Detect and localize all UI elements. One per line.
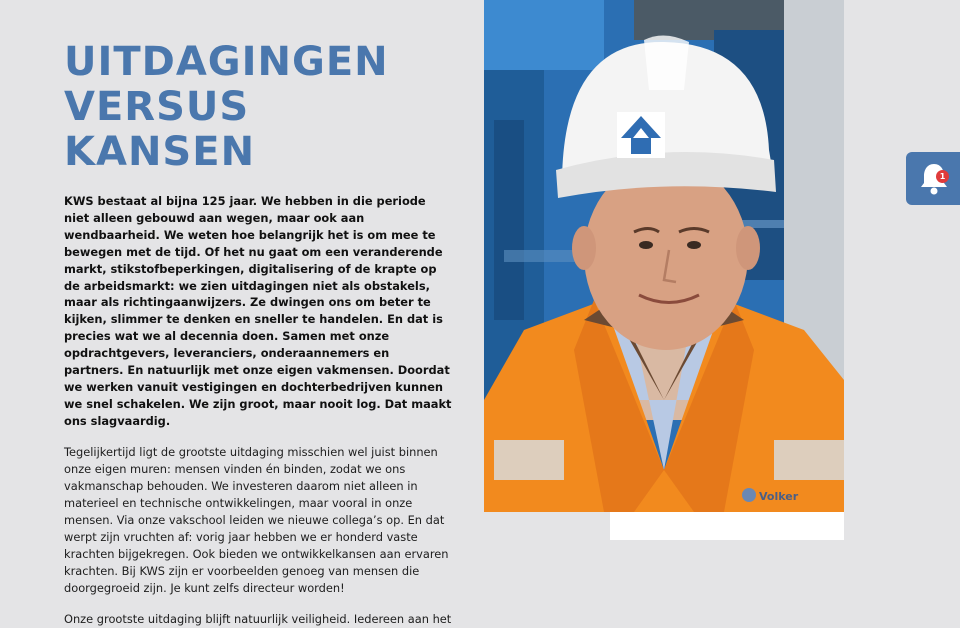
body-paragraph-cut: Onze grootste uitdaging blijft natuurlijk veiligheid. Iedereen aan het [64,611,452,626]
photo-caption-box [610,512,844,540]
portrait-illustration [484,0,844,512]
portrait-photo [484,0,844,512]
notification-badge: 1 [936,170,949,183]
page-title-line-2: VERSUS KANSEN [64,84,256,175]
lead-paragraph: KWS bestaat al bijna 125 jaar. We hebben in die periode niet alleen gebouwd aan wegen, maar ook aan wendbaarheid. We weten hoe belangrijk het is om mee te bewegen met de tijd. Of het nu gaat om een veranderende markt, stikstofbeperkingen, digitalisering of de krapte op de arbeidsmarkt: we zien uitdagingen niet als obstakels, maar als richtingaanwijzers. Ze dwingen ons om beter te kijken, slimmer te denken en sneller te handelen. En dat is precies wat we al decennia doen. Samen met onze opdrachtgevers, leveranciers, onderaannemers en partners. En natuurlijk met onze eigen vakmensen. Doordat we werken vanuit vestigingen en dochterbedrijven kunnen we snel schakelen. We zijn groot, maar nooit log. Dat maakt ons slagvaardig. [64,194,452,428]
notification-button[interactable] [906,152,960,205]
body-paragraph: Tegelijkertijd ligt de grootste uitdaging misschien wel juist binnen onze eigen muren: mensen vinden én binden, zodat we ons vakmanschap behouden. We investeren daarom niet alleen in materieel en technische ontwikkelingen, maar vooral in onze mensen. Via onze vakschool leiden we nieuwe collega’s op. En dat werpt zijn vruchten af: vorig jaar hebben we er honderd vaste krachten bijgekregen. Ook bieden we ontwikkelkansen aan ervaren krachten. Bij KWS zijn er voorbeelden genoeg van mensen die doorgegroeid zijn. Je kunt zelfs directeur worden! [64,444,449,595]
page-title-line-1: UITDAGINGEN [64,39,389,85]
vest-logo-text: Volker [759,490,799,503]
helmet-logo [617,112,665,158]
page-title [64,40,452,175]
